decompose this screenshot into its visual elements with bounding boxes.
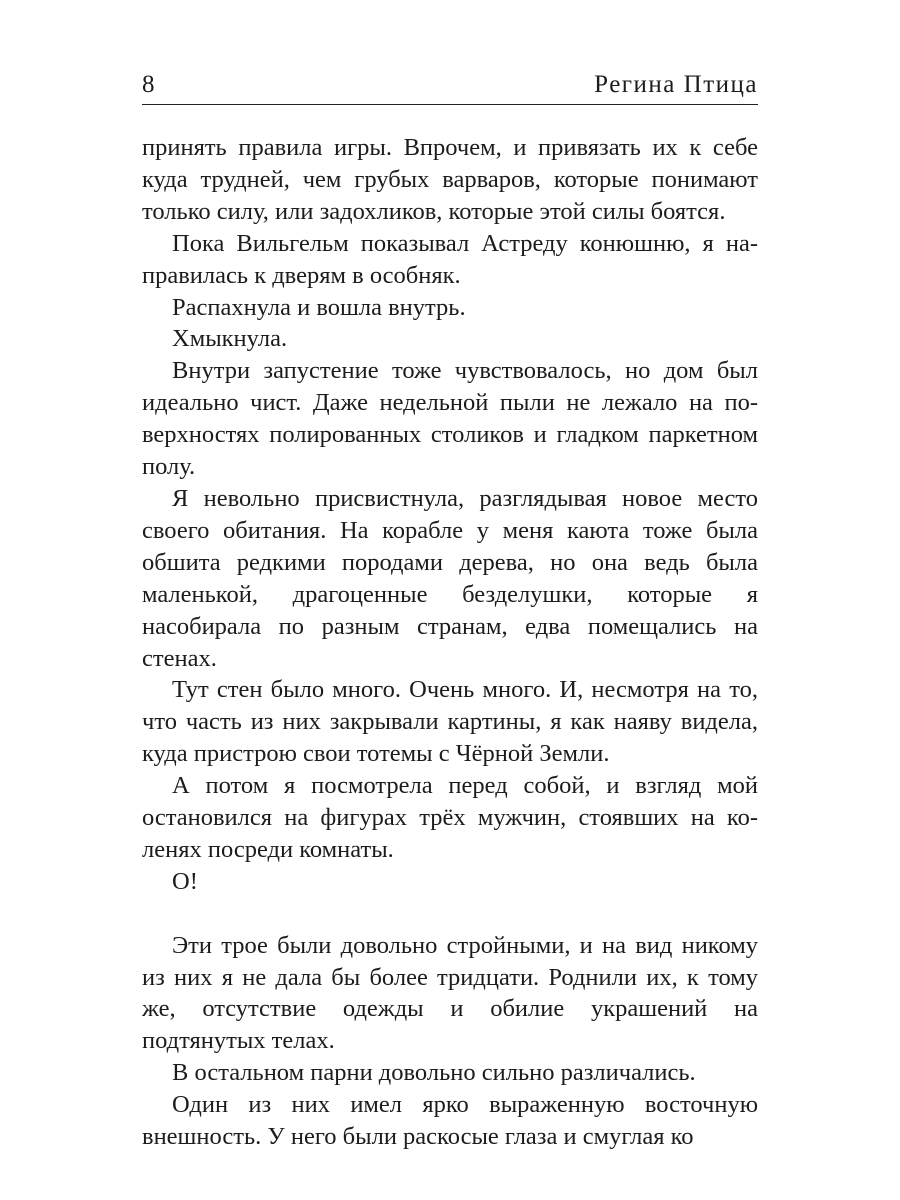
section-break [142,898,758,930]
running-title: Регина Птица [594,71,758,98]
paragraph: Внутри запустение тоже чувствовалось, но дом был идеально чист. Даже недельной пыли не лежало на поверхностях полированных столиков и гладком паркетном полу. [142,357,758,481]
page-number: 8 [142,71,155,98]
paragraph: Я невольно присвистнула, разглядывая новое место своего обитания. На корабле у меня каюта тоже была обшита редкими породами дерева, но она ведь была маленькой, драгоценные безделушки, которые я насобирала по разным странам, едва помещались на стенах. [142,484,758,672]
paragraph: О! [172,867,198,895]
paragraph: Распахнула и вошла внутрь. [172,293,466,321]
paragraph: А потом я посмотрела перед собой, и взгляд мой остановился на фигурах трёх мужчин, стоявших на коленях посреди комнаты. [142,772,758,863]
body-text [142,132,758,1153]
paragraph: Хмыкнула. [172,325,288,353]
paragraph: Один из них имел ярко выраженную восточную внешность. У него были раскосые глаза и смуглая ко [142,1091,758,1151]
paragraph: Эти трое были довольно стройными, и на вид никому из них я не дала бы более тридцати. Роднили их, к тому же, отсутствие одежды и обилие украшений на подтянутых телах. [142,931,758,1055]
paragraph: Тут стен было много. Очень много. И, несмотря на то, что часть из них закрывали картины, я как наяву видела, куда пристрою свои тотемы с Чёрной Земли. [142,676,758,768]
paragraph: В остальном парни довольно сильно различались. [172,1059,696,1087]
paragraph: Пока Вильгельм показывал Астреду конюшню, я направилась к дверям в особняк. [142,229,758,289]
page-header [142,68,758,105]
paragraph: принять правила игры. Впрочем, и привязать их к себе куда трудней, чем грубых варваров, которые понимают только силу, или задохликов, которые этой силы боятся. [142,134,758,225]
